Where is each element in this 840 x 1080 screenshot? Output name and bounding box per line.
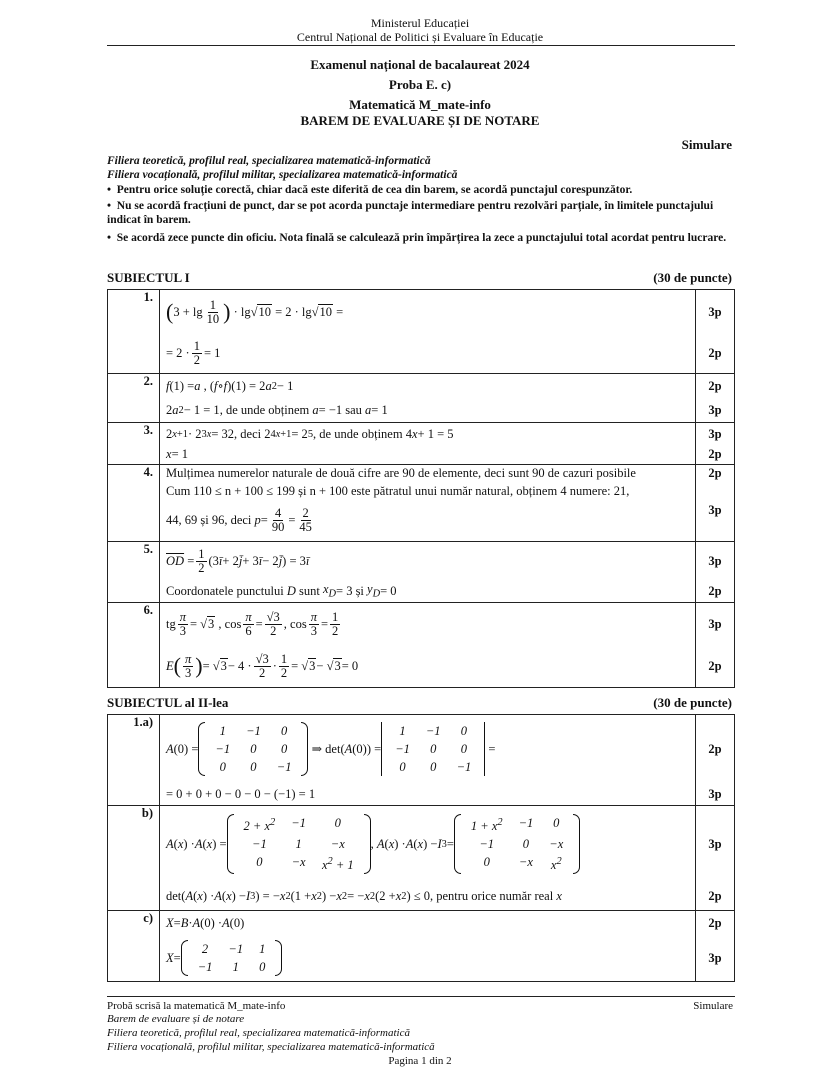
footer-line-3: Filiera teoretică, profilul real, specializarea matematică-informatică [107,1027,410,1039]
barem-title: BAREM DE EVALUARE ȘI DE NOTARE [300,113,540,128]
filiera-teoretica: Filiera teoretică, profilul real, specializarea matematică-informatică [107,155,431,167]
header-rule [107,45,735,46]
subiect-1-points: (30 de puncte) [653,270,732,285]
item-row: 6. tg $\frac{\pi}{3}$ = √ 3 , cos $\frac{\pi}{6}$ = $\frac{√3}{2}$ , cos $\frac{\pi}{3}$ = $\frac{1}{2}$ E ( $\frac{\pi}{3}$ ) = √ 3 − 4 · $\frac{√3}{2}$ · $\frac{1}{2}$ = √ 3 − √ 3 = 0 3p 2p [108,603,735,688]
footer-line-2: Barem de evaluare și de notare [107,1013,245,1025]
footer-simulare: Simulare [693,1000,733,1012]
item-row: 5. $\overline{OD}$ = $\frac{1}{2}$ (3 ī + 2 j̄ + 3 ī − 2 j̄ ) = 3 ī Coordonatele punctului D sunt $x_D$ = 3 și $y_D$ = 0 3p 2p [108,542,735,603]
item-number: 3. [108,423,160,465]
footer-line-4: Filiera vocațională, profilul militar, specializarea matematică-informatică [107,1041,435,1053]
note-bullet-3: • Se acordă zece puncte din oficiu. Nota finală se calculează prin împărțirea la zece a punctajului total acordat pentru lucrare. [107,232,727,244]
item-number: 6. [108,603,160,688]
item-row: 3. 2 x+1 · 2 3x = 32 , deci 2 4x+1 = 2 5 , de unde obținem 4 x + 1 = 5 x = 1 3p 2p [108,423,735,465]
matrix: $2 + x^2$ −1 0 −1 1 −x 0 −x $x^2 + 1$ [227,814,371,874]
filiera-vocationala: Filiera vocațională, profilul militar, specializarea matematică-informatică [107,169,458,181]
subject-title: Matematică M_mate-info [349,97,491,112]
subiect-2-title: SUBIECTUL al II-lea [107,695,229,710]
item-row: 2. f (1) = a , ( f ∘ f )(1) = 2 a 2 − 1 2 a 2 − 1 = 1 , de unde obținem a = −1 sau a = 1 2p 3p [108,374,735,423]
item-number: 4. [108,465,160,542]
note-bullet-1: • Pentru orice soluție corectă, chiar dacă este diferită de cea din barem, se acordă punctajul corespunzător. [107,184,633,196]
page-number: Pagina 1 din 2 [388,1055,452,1067]
matrix: 2 −1 1 −1 1 0 [181,940,283,976]
determinant: 1 −1 0 −1 0 0 0 0 −1 [381,722,485,776]
item-row: 4. Mulțimea numerelor naturale de două cifre are 90 de elemente, deci sunt 90 de cazuri posibile Cum 110 ≤ n + 100 ≤ 199 și n + 100 este pătratul unui număr natural, obținem 4 numere: 21, 44, 69 și 96, deci p = $\frac{4}{90}$ = $\frac{2}{45}$ 2p 3p [108,465,735,542]
proba-title: Proba E. c) [388,77,452,92]
item-row: 1.a) A (0) = 1 −1 0 −1 0 0 0 0 −1 ⇒ det( A (0)) = 1 −1 0 −1 0 0 0 0 −1 = = 0 + 0 + 0 − 0 − 0 − (−1) = 1 2p 3p [108,715,735,806]
subiect-1-table [107,289,735,688]
item-number: 1. [108,290,160,374]
ministry-name: Ministerul Educației [370,16,470,30]
footer-line-1: Probă scrisă la matematică M_mate-info [107,1000,286,1012]
subiect-2-table [107,714,735,982]
item-number: 5. [108,542,160,603]
item-number: 1.a) [108,715,160,806]
item-row: b) A ( x ) · A ( x ) = $2 + x^2$ −1 0 −1 1 −x 0 −x $x^2 + 1$ , A ( x ) · A ( x ) − I 3 = $1 + x^2$ −1 0 −1 0 −x 0 −x $x^2$ det( A ( x ) · A ( x ) − I 3 ) = − x 2 (1 + x 2 ) − x 2 = − x 2 (2 + x 2 ) ≤ 0 , pentru orice număr real x 3p 2p [108,806,735,911]
exam-title: Examenul național de bacalaureat 2024 [310,57,530,72]
simulare-label: Simulare [681,137,732,152]
item-number: c) [108,911,160,982]
item-row [108,290,735,374]
subiect-1-title: SUBIECTUL I [107,270,190,285]
center-name: Centrul Național de Politici și Evaluare în Educație [296,30,544,44]
item-body: ( 3 + lg $\frac{1}{10}$ ) · lg√ 10 = 2 · lg√ 10 = = 2 · $\frac{1}{2}$ = 1 [160,290,696,374]
item-row: c) X = B · A (0) · A (0) X = 2 −1 1 −1 1 0 2p 3p [108,911,735,982]
item-points: 3p 2p [696,290,735,374]
item-number: b) [108,806,160,911]
item-number: 2. [108,374,160,423]
matrix: $1 + x^2$ −1 0 −1 0 −x 0 −x $x^2$ [454,814,580,874]
matrix: 1 −1 0 −1 0 0 0 0 −1 [198,722,308,776]
footer-rule [107,996,735,997]
subiect-2-points: (30 de puncte) [653,695,732,710]
note-bullet-2: • Nu se acordă fracțiuni de punct, dar se pot acorda punctaje intermediare pentru rezolvări parțiale, în limitele punctajului indicat în barem. [107,200,714,226]
